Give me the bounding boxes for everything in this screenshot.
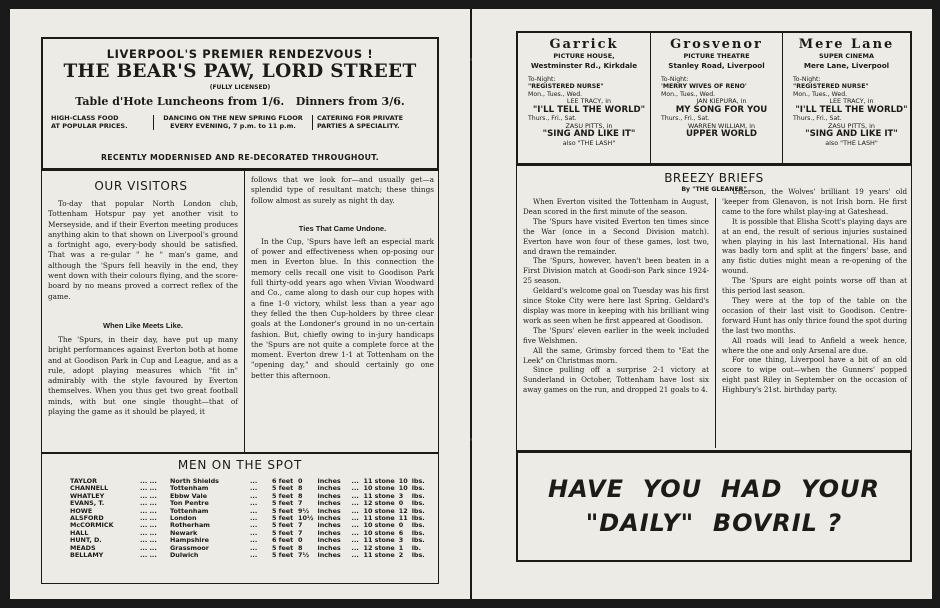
cinema-listings — [516, 31, 912, 165]
player-height-inches: 0 — [298, 536, 303, 545]
player-height-inches: 7 — [298, 521, 303, 530]
visitors-col-2 — [251, 175, 434, 381]
brief-paragraph: All the same, Grimsby forced them to "Eat the Leek" on Christmas morn. — [523, 345, 709, 365]
days-first-half: Mon., Tues., Wed. — [528, 90, 583, 98]
player-height-feet: 5 feet — [272, 499, 294, 508]
leader-dots: ... — [351, 521, 359, 530]
briefs-divider — [715, 198, 716, 448]
player-height-feet: 6 feet — [272, 536, 294, 545]
player-weight-unit: lbs. — [411, 528, 425, 537]
tonight-film: 'MERRY WIVES OF RENO' — [661, 83, 747, 91]
breezy-briefs-article — [516, 165, 912, 451]
brief-paragraph: The 'Spurs' eleven earlier in the week included five Welshmen. — [523, 325, 709, 345]
cinema-address: Westminster Rd., Kirkdale — [530, 61, 638, 70]
player-height-feet: 5 feet — [272, 506, 294, 515]
cinema-name: Garrick — [549, 37, 619, 52]
player-weight-unit: lbs. — [411, 484, 425, 493]
leader-dots: ... ... — [140, 484, 157, 493]
player-name: HALL — [70, 528, 89, 537]
cinema-address: Mere Lane, Liverpool — [803, 61, 890, 70]
leader-dots: ... — [250, 477, 258, 485]
leader-dots: ... — [351, 551, 359, 560]
leader-dots: ... — [250, 514, 258, 523]
briefs-byline: By "THE GLEANER" — [681, 186, 747, 193]
player-row — [68, 552, 427, 559]
player-name: HOWE — [70, 506, 93, 515]
visitors-paragraph: To-day that popular North London club, Tottenham Hotspur pay yet another visit to Merseyside, and if their Everton meeting produces anything akin to that shown on Liverpool's ground a fortnight ago, every-body should be satisfied. That was a re-gular " he " man's game, and although the 'Spurs fell heavily in the end, they went down with their colours flying, and the score-board by no means proved a correct reflex of the game. — [48, 199, 238, 301]
cinema-programme — [651, 76, 782, 140]
player-height-feet: 5 feet — [272, 491, 294, 500]
player-weight-stone: 11 stone — [363, 536, 395, 545]
player-weight-unit: lbs. — [411, 521, 425, 530]
briefs-col-1 — [523, 197, 709, 395]
player-birthplace: London — [170, 514, 197, 523]
film-first-half: "I'LL TELL THE WORLD" — [532, 104, 646, 115]
player-height-unit: inches — [317, 484, 341, 493]
ad-footer: RECENTLY MODERNISED AND RE-DECORATED THROUGHOUT. — [101, 153, 379, 162]
leader-dots: ... — [351, 506, 359, 515]
cinema-type: SUPER CINEMA — [819, 52, 874, 60]
brief-paragraph: The 'Spurs, however, haven't been beaten in a First Division match at Goodi-son Park since 1924-25 season. — [523, 256, 709, 286]
supporting-film: also "THE LASH" — [562, 138, 616, 147]
ad-col-food: HIGH-CLASS FOOD AT POPULAR PRICES. — [51, 114, 128, 130]
star-first-half: LEE TRACY, in — [829, 97, 874, 106]
player-height-unit: inches — [317, 528, 341, 537]
cinema-name: Grosvenor — [670, 37, 763, 52]
player-weight-unit: lbs. — [411, 477, 425, 485]
ad-headline: LIVERPOOL'S PREMIER RENDEZVOUS ! — [106, 47, 374, 61]
spot-title: MEN ON THE SPOT — [177, 458, 303, 472]
player-height-feet: 5 feet — [272, 528, 294, 537]
bovril-line-2: "DAILY" BOVRIL ? — [585, 509, 843, 537]
player-height-feet: 5 feet — [272, 521, 294, 530]
player-weight-lbs: 3 — [398, 536, 404, 545]
star-second-half: ZASU PITTS, in — [828, 121, 875, 130]
film-first-half: "I'LL TELL THE WORLD" — [795, 104, 908, 115]
tonight-film: "REGISTERED NURSE" — [528, 83, 604, 91]
leader-dots: ... ... — [140, 521, 157, 530]
player-name: McCORMICK — [70, 521, 114, 530]
player-height-inches: 10½ — [298, 514, 314, 523]
cinema-name: Mere Lane — [798, 37, 895, 52]
bovril-ad — [516, 451, 912, 562]
star-first-half: JAN KIEPURA, in — [696, 97, 747, 106]
visitors-subheading: Ties That Came Undone. — [298, 223, 387, 233]
player-weight-stone: 12 stone — [363, 499, 395, 508]
player-height-unit: inches — [317, 514, 341, 523]
player-name: TAYLOR — [70, 477, 98, 485]
visitors-paragraph: In the Cup, 'Spurs have left an especial mark of power and effectiveness when op-posing our men in Everton blue. In this connection the memory cells recall one visit to Goodison Park full thirty-odd years ago when Vivian Woodward and Co., came along to dash our cup hopes with a fine 1-0 victory, whilst less than a year ago they felled the then Cup-holders by three clear goals at the Londoner's ground in no un-certain fashion. But, chiefly owing to in-jury handicaps the 'Spurs are not quite a complete force at the moment. Everton drew 1-1 at Tottenham on the "opening day," and should certainly go one better this afternoon. — [251, 236, 434, 380]
player-height-unit: inches — [317, 477, 341, 485]
player-height-feet: 5 feet — [272, 484, 294, 493]
visitors-title: OUR VISITORS — [94, 179, 188, 193]
player-height-inches: 8 — [298, 543, 303, 552]
player-weight-lbs: 10 — [398, 484, 408, 493]
player-weight-stone: 10 stone — [363, 506, 395, 515]
film-second-half: "SING AND LIKE IT" — [542, 129, 636, 140]
leader-dots: ... — [250, 543, 258, 552]
our-visitors-article — [41, 170, 439, 453]
player-height-inches: 7½ — [298, 551, 310, 560]
leader-dots: ... — [351, 543, 359, 552]
player-weight-unit: lbs. — [411, 499, 425, 508]
brief-paragraph: Since pulling off a surprise 2-1 victory at Sunderland in October, Tottenham have lost six away games on the run, and dropped 21 goals to 4. — [523, 365, 709, 395]
bears-paw-ad — [41, 37, 439, 170]
leader-dots: ... — [351, 484, 359, 493]
player-weight-stone: 11 stone — [363, 491, 395, 500]
star-second-half: WARREN WILLIAM, in — [687, 121, 756, 130]
visitors-paragraph: The 'Spurs, in their day, have put up many bright performances against Everton both at home and at Goodison Park in Cup and League, and as a rule, adopt playing measures which "fit in" admirably with the style favoured by Everton themselves. When you thus get two great football minds, with but one single thought—that of playing the game as it should be played, it — [48, 334, 238, 417]
player-birthplace: Ebbw Vale — [170, 491, 208, 500]
film-second-half: UPPER WORLD — [685, 129, 758, 140]
player-birthplace: Tottenham — [170, 484, 209, 493]
ad-meals: Table d'Hote Luncheons from 1/6. Dinners from 3/6. — [75, 95, 405, 108]
leader-dots: ... — [250, 484, 258, 493]
player-weight-unit: lbs. — [411, 551, 425, 560]
player-weight-lbs: 3 — [398, 491, 404, 500]
briefs-title: BREEZY BRIEFS — [664, 171, 764, 185]
player-birthplace: Tottenham — [170, 506, 209, 515]
ad-licensed: (FULLY LICENSED) — [209, 84, 271, 91]
player-weight-unit: lbs. — [411, 536, 425, 545]
cinema-programme — [783, 76, 910, 147]
player-weight-lbs: 12 — [398, 506, 408, 515]
days-second-half: Thurs., Fri., Sat. — [528, 115, 577, 123]
player-name: MEADS — [70, 543, 96, 552]
leader-dots: ... — [250, 551, 258, 560]
brief-paragraph: The 'Spurs have visited Everton ten times since the War (once in a Second Division match). Everton have won four of these games, lost two, and drawn the remainder. — [523, 216, 709, 256]
bovril-line-1: HAVE YOU HAD YOUR — [547, 475, 881, 503]
player-weight-stone: 11 stone — [363, 514, 395, 523]
player-name: CHANNELL — [70, 484, 109, 493]
leader-dots: ... — [250, 521, 258, 530]
player-weight-lbs: 6 — [398, 528, 404, 537]
left-page — [10, 9, 470, 599]
supporting-film: also "THE LASH" — [825, 138, 878, 147]
player-birthplace: Hampshire — [170, 536, 209, 545]
days-first-half: Mon., Tues., Wed. — [661, 90, 716, 98]
leader-dots: ... ... — [140, 551, 157, 560]
player-birthplace: Ton Pentre — [170, 499, 209, 508]
tonight-label: To-Night: — [528, 76, 556, 83]
tonight-label: To-Night: — [661, 76, 689, 83]
cinema-type: PICTURE THEATRE — [683, 52, 750, 60]
leader-dots: ... ... — [140, 536, 157, 545]
days-first-half: Mon., Tues., Wed. — [793, 90, 848, 98]
ad-title: THE BEAR'S PAW, LORD STREET — [63, 61, 417, 82]
visitors-divider — [244, 171, 245, 452]
player-height-unit: inches — [317, 543, 341, 552]
ad-col-dancing: DANCING ON THE NEW SPRING FLOOR EVERY EVENING, 7 p.m. to 11 p.m. — [153, 115, 313, 130]
player-weight-lbs: 0 — [398, 499, 404, 508]
player-weight-stone: 12 stone — [363, 543, 395, 552]
player-height-inches: 7 — [298, 528, 303, 537]
player-weight-lbs: 0 — [398, 521, 404, 530]
leader-dots: ... ... — [140, 506, 157, 515]
days-second-half: Thurs., Fri., Sat. — [661, 115, 710, 123]
player-height-unit: inches — [317, 551, 341, 560]
leader-dots: ... ... — [140, 528, 157, 537]
player-weight-lbs: 2 — [398, 551, 404, 560]
player-weight-lbs: 1 — [398, 543, 404, 552]
player-height-inches: 8 — [298, 491, 303, 500]
player-height-inches: 8 — [298, 484, 303, 493]
player-weight-unit: lbs. — [411, 514, 425, 523]
right-page — [472, 9, 932, 599]
film-first-half: MY SONG FOR YOU — [675, 104, 768, 115]
film-second-half: "SING AND LIKE IT" — [805, 129, 898, 140]
player-height-feet: 6 feet — [272, 477, 294, 485]
player-height-unit: inches — [317, 536, 341, 545]
visitors-subheading: When Like Meets Like. — [102, 320, 184, 330]
player-birthplace: Newark — [170, 528, 198, 537]
cinema-columns — [518, 33, 910, 163]
player-height-inches: 9½ — [298, 506, 310, 515]
player-height-inches: 7 — [298, 499, 303, 508]
player-height-feet: 5 feet — [272, 514, 294, 523]
leader-dots: ... — [351, 477, 359, 485]
brief-paragraph: When Everton visited the Tottenham in August, Dean scored in the first minute of the season. — [523, 197, 709, 216]
leader-dots: ... — [250, 491, 258, 500]
leader-dots: ... ... — [140, 477, 157, 485]
player-birthplace: Grassmoor — [170, 543, 209, 552]
player-weight-stone: 10 stone — [363, 528, 395, 537]
player-name: HUNT, D. — [70, 536, 102, 545]
player-table — [68, 478, 427, 559]
leader-dots: ... — [351, 499, 359, 508]
brief-paragraph: Geldard's welcome goal on Tuesday was his first since Stoke City were here last Spring. Geldard's display was more in keeping with his brilliant wing work as seen when he first appeared at Goodison. — [523, 286, 709, 325]
player-name: EVANS, T. — [70, 499, 105, 508]
ad-col-catering: CATERING FOR PRIVATE PARTIES A SPECIALITY. — [317, 114, 404, 130]
tonight-film: "REGISTERED NURSE" — [793, 83, 869, 91]
player-weight-stone: 11 stone — [363, 477, 395, 485]
briefs-col-2 — [722, 187, 907, 395]
leader-dots: ... ... — [140, 543, 157, 552]
player-weight-unit: lb. — [411, 543, 421, 552]
leader-dots: ... — [351, 528, 359, 537]
star-second-half: ZASU PITTS, in — [565, 121, 613, 130]
player-name: ALSFORD — [70, 514, 104, 523]
player-weight-stone: 10 stone — [363, 521, 395, 530]
men-on-the-spot — [41, 453, 439, 584]
player-height-unit: inches — [317, 499, 341, 508]
leader-dots: ... ... — [140, 491, 157, 500]
leader-dots: ... — [351, 514, 359, 523]
leader-dots: ... ... — [140, 499, 157, 508]
star-first-half: LEE TRACY, in — [566, 97, 612, 106]
leader-dots: ... — [250, 536, 258, 545]
tonight-label: To-Night: — [793, 76, 821, 83]
player-name: BELLAMY — [70, 551, 104, 560]
brief-paragraph: For one thing, Liverpool have a bit of an old score to wipe out—when the Gunners' popped eight past Riley in September on the occasion of Highbury's 21st. birthday party. — [722, 355, 907, 395]
days-second-half: Thurs., Fri., Sat. — [793, 115, 842, 123]
player-height-feet: 5 feet — [272, 551, 294, 560]
visitors-paragraph: follows that we look for—and usually get—a splendid type of resultant match; these things follow almost as surely as night th day. — [251, 175, 434, 205]
cinema-programme — [518, 76, 650, 147]
player-weight-unit: lbs. — [411, 491, 425, 500]
player-name: WHATLEY — [70, 491, 105, 500]
brief-paragraph: Utterson, the Wolves' brilliant 19 years' old 'keeper from Glenavon, is not Irish born. He first came to the fore whilst play-ing at Gateshead. — [722, 187, 907, 216]
brief-paragraph: They were at the top of the table on the occasion of their last visit to Goodison. Centre-forward Hunt has only thrice found the spot during the last two months. — [722, 295, 907, 335]
player-height-unit: inches — [317, 506, 341, 515]
cinema-type: PICTURE HOUSE, — [553, 52, 615, 60]
brief-paragraph: All roads will lead to Anfield a week hence, where the one and only Arsenal are due. — [722, 335, 907, 355]
leader-dots: ... ... — [140, 514, 157, 523]
leader-dots: ... — [351, 536, 359, 545]
player-height-unit: inches — [317, 491, 341, 500]
player-weight-unit: lbs. — [411, 506, 425, 515]
player-height-inches: 0 — [298, 477, 303, 485]
cinema-mere-lane — [782, 33, 910, 163]
player-birthplace: North Shields — [170, 477, 219, 485]
visitors-col-1 — [48, 199, 238, 417]
leader-dots: ... — [250, 499, 258, 508]
ad-columns — [51, 115, 433, 137]
brief-paragraph: The 'Spurs are eight points worse off than at this period last season. — [722, 276, 907, 296]
cinema-grosvenor — [650, 33, 782, 163]
cinema-address: Stanley Road, Liverpool — [668, 61, 765, 70]
player-weight-stone: 11 stone — [363, 551, 395, 560]
player-birthplace: Dulwich — [170, 551, 199, 560]
player-weight-lbs: 10 — [398, 477, 408, 485]
leader-dots: ... — [250, 528, 258, 537]
player-weight-lbs: 11 — [398, 514, 408, 523]
leader-dots: ... — [250, 506, 258, 515]
leader-dots: ... — [351, 491, 359, 500]
player-weight-stone: 10 stone — [363, 484, 395, 493]
brief-paragraph: It is possible that Elisha Scott's playing days are at an end, the result of serious injuries sustained when playing in his last International. His hand was badly torn and split at the fingers' base, and any fistic duties might mean a re-opening of the wound. — [722, 216, 907, 276]
player-height-unit: inches — [317, 521, 341, 530]
cinema-garrick — [518, 33, 650, 163]
player-birthplace: Rotherham — [170, 521, 210, 530]
player-height-feet: 5 feet — [272, 543, 294, 552]
